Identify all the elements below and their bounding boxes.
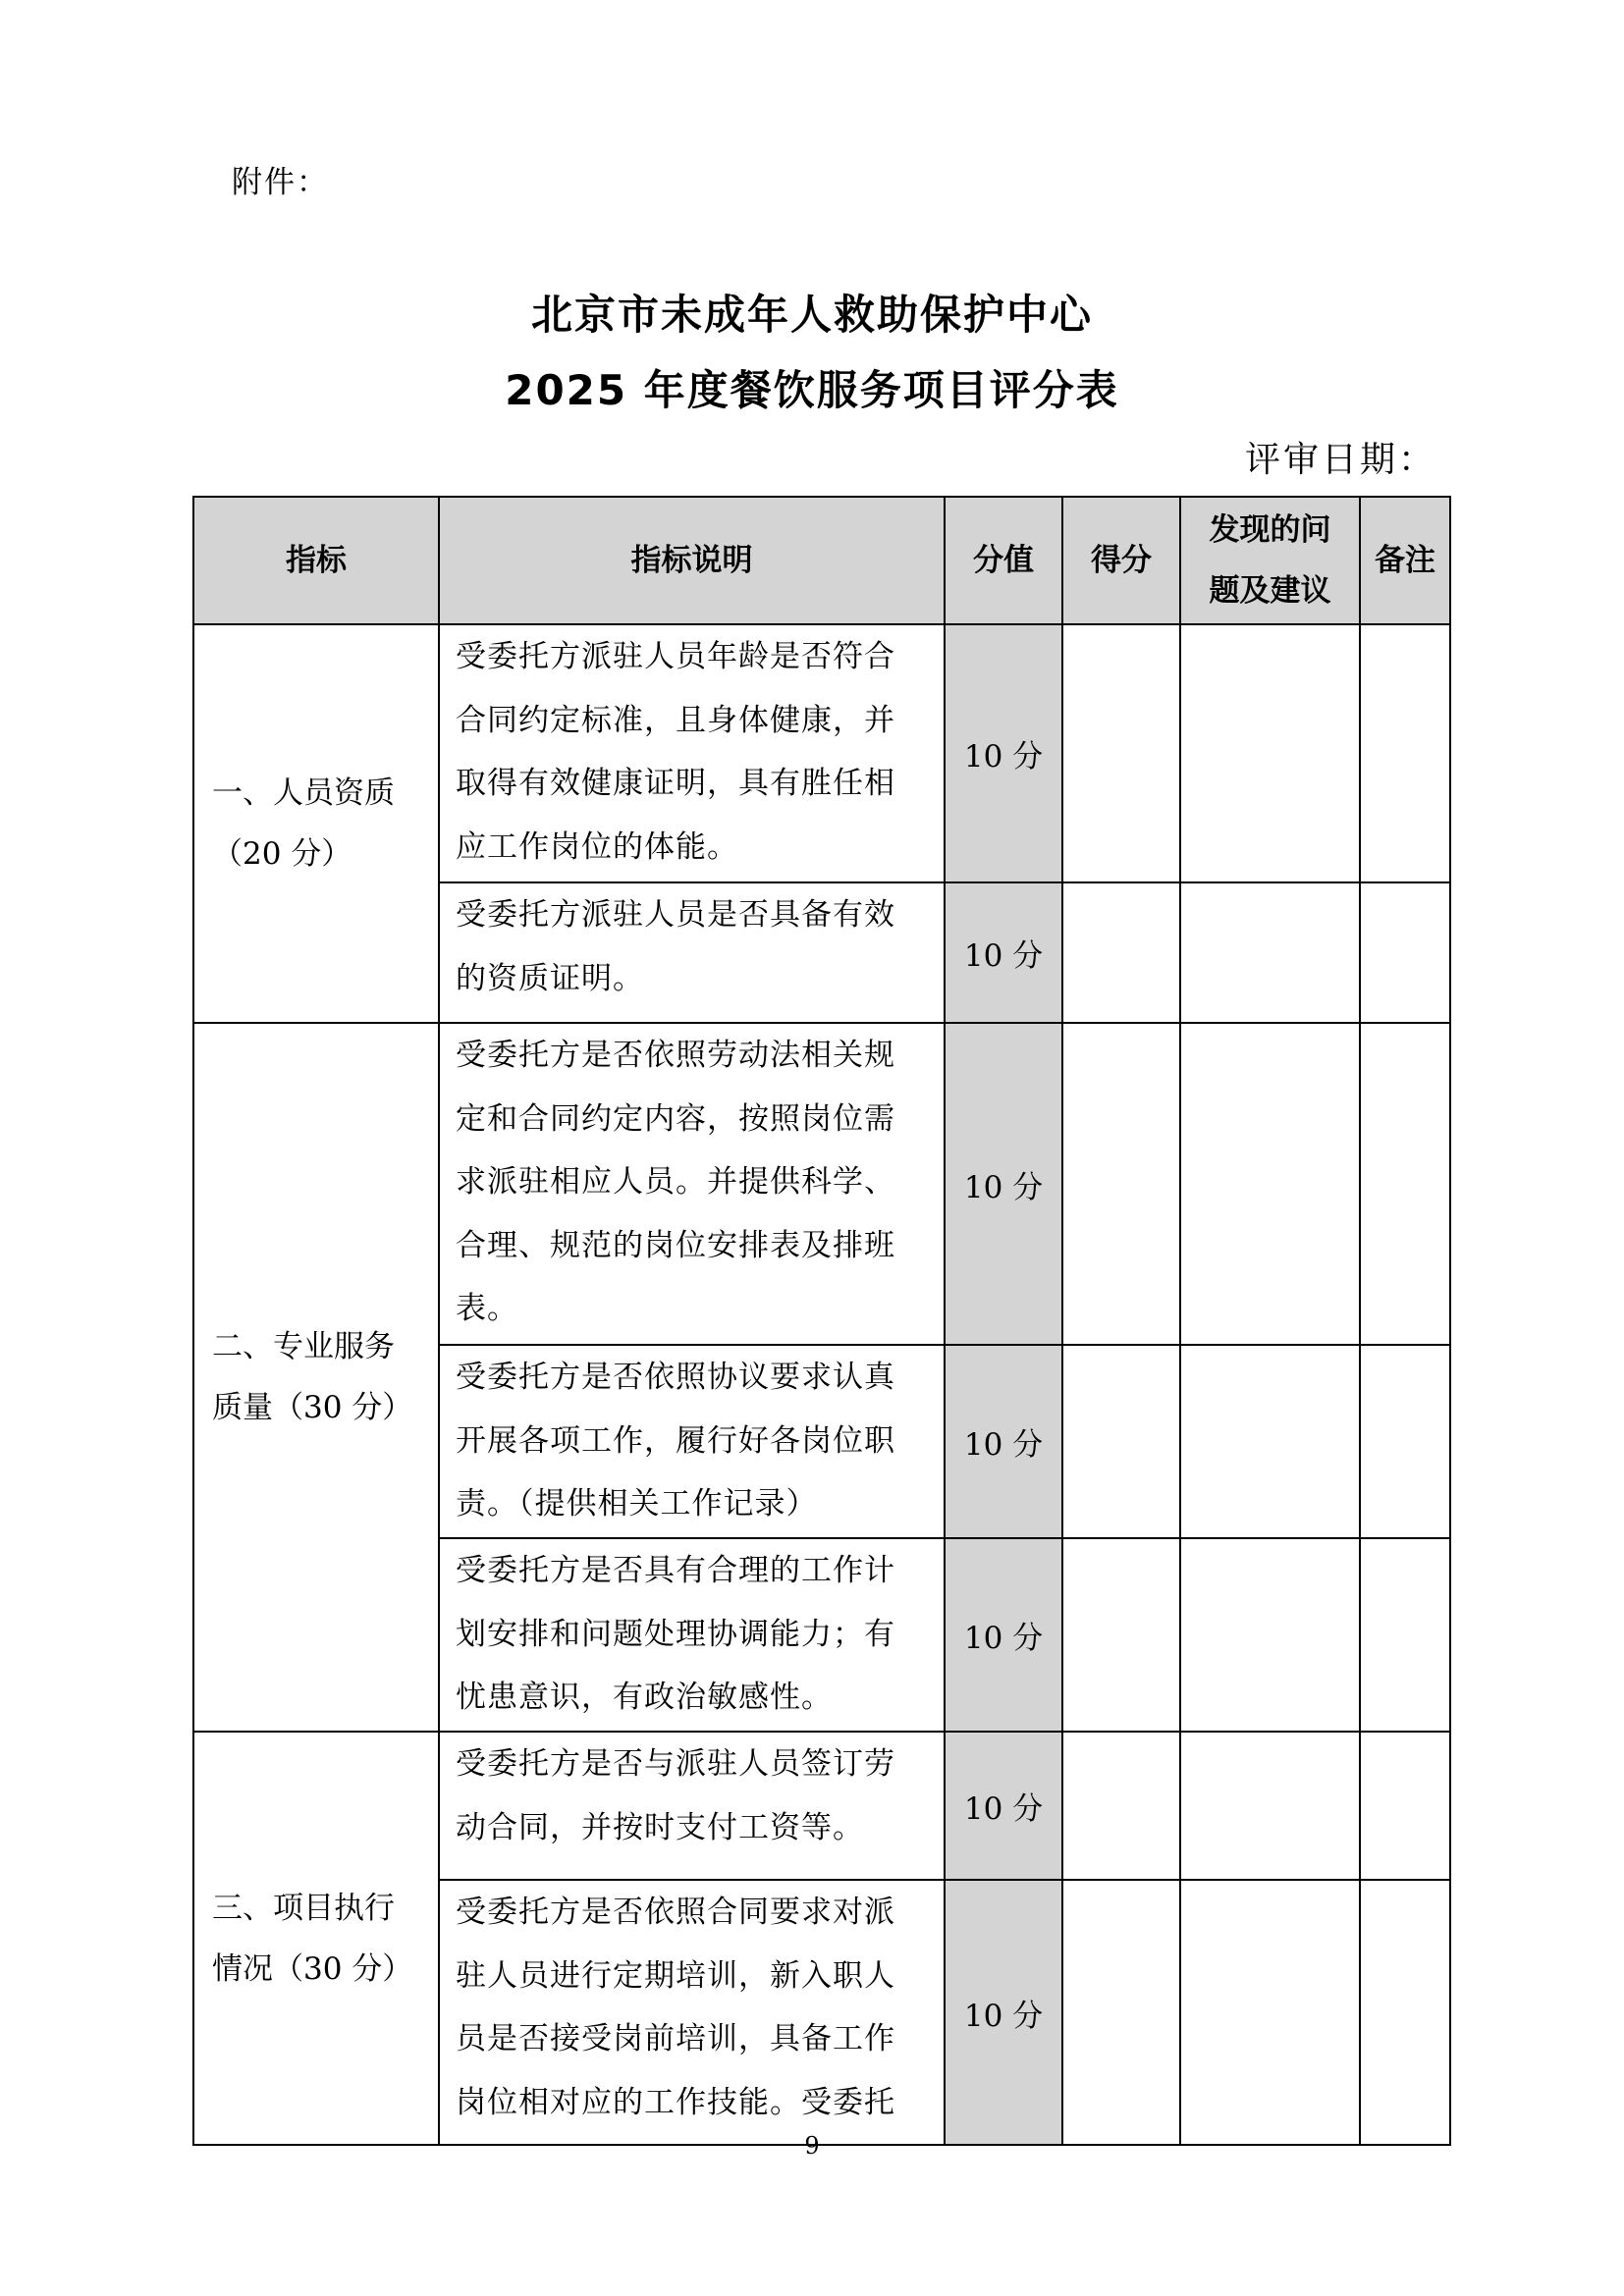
issues-cell (1180, 882, 1360, 1023)
review-date-label: 评审日期： (1245, 440, 1437, 480)
points-cell: 10 分 (945, 1732, 1062, 1880)
points-cell: 10 分 (945, 624, 1062, 882)
header-issues (1180, 497, 1360, 624)
description-cell: 受委托方是否具有合理的工作计划安排和问题处理协调能力；有忧患意识，有政治敏感性。 (439, 1538, 945, 1732)
description-cell: 受委托方是否与派驻人员签订劳动合同，并按时支付工资等。 (439, 1732, 945, 1880)
score-cell (1062, 624, 1180, 882)
remarks-cell (1360, 1023, 1450, 1345)
remarks-cell (1360, 1345, 1450, 1538)
category-cell (193, 1732, 439, 2145)
description-cell: 受委托方是否依照劳动法相关规定和合同约定内容，按照岗位需求派驻相应人员。并提供科学、合理、规范的岗位安排表及排班表。 (439, 1023, 945, 1345)
score-cell (1062, 882, 1180, 1023)
score-table (192, 496, 1451, 2146)
score-cell (1062, 1538, 1180, 1732)
issues-cell (1180, 1345, 1360, 1538)
attachment-label: 附件： (232, 165, 329, 200)
remarks-cell (1360, 1538, 1450, 1732)
score-cell (1062, 1345, 1180, 1538)
remarks-cell (1360, 1880, 1450, 2145)
issues-cell (1180, 1023, 1360, 1345)
page-number: 9 (804, 2132, 820, 2160)
points-cell: 10 分 (945, 1023, 1062, 1345)
description-cell: 受委托方是否依照协议要求认真开展各项工作，履行好各岗位职责。（提供相关工作记录） (439, 1345, 945, 1538)
document-subtitle: 2025 年度餐饮服务项目评分表 (505, 366, 1119, 414)
remarks-cell (1360, 624, 1450, 882)
score-cell (1062, 1023, 1180, 1345)
score-cell (1062, 1880, 1180, 2145)
description-cell: 受委托方派驻人员年龄是否符合合同约定标准，且身体健康，并取得有效健康证明，具有胜任相应工作岗位的体能。 (439, 624, 945, 882)
issues-cell (1180, 1880, 1360, 2145)
category-name: 二、专业服务质量（30 分） (212, 1329, 413, 1425)
table-row (193, 1023, 1450, 1345)
issues-cell (1180, 1538, 1360, 1732)
category-name: 一、人员资质（20 分） (212, 775, 395, 872)
remarks-cell (1360, 882, 1450, 1023)
header-score: 得分 (1062, 497, 1180, 624)
remarks-cell (1360, 1732, 1450, 1880)
header-remarks: 备注 (1360, 497, 1450, 624)
document-title: 北京市未成年人救助保护中心 (530, 291, 1093, 339)
issues-cell (1180, 624, 1360, 882)
description-cell: 受委托方是否依照合同要求对派驻人员进行定期培训，新入职人员是否接受岗前培训，具备工作岗位相对应的工作技能。受委托 (439, 1880, 945, 2145)
header-indicator: 指标 (193, 497, 439, 624)
table-row (193, 624, 1450, 882)
issues-cell (1180, 1732, 1360, 1880)
score-cell (1062, 1732, 1180, 1880)
points-cell: 10 分 (945, 1345, 1062, 1538)
points-cell: 10 分 (945, 1538, 1062, 1732)
points-cell: 10 分 (945, 882, 1062, 1023)
description-cell: 受委托方派驻人员是否具备有效的资质证明。 (439, 882, 945, 1023)
points-cell: 10 分 (945, 1880, 1062, 2145)
category-cell (193, 1023, 439, 1732)
header-issues-text: 发现的问题及建议 (1209, 512, 1331, 609)
header-description: 指标说明 (439, 497, 945, 624)
category-name: 三、项目执行情况（30 分） (212, 1890, 413, 1987)
table-row (193, 1732, 1450, 1880)
category-cell (193, 624, 439, 1023)
header-points: 分值 (945, 497, 1062, 624)
table-header-row (193, 497, 1450, 624)
